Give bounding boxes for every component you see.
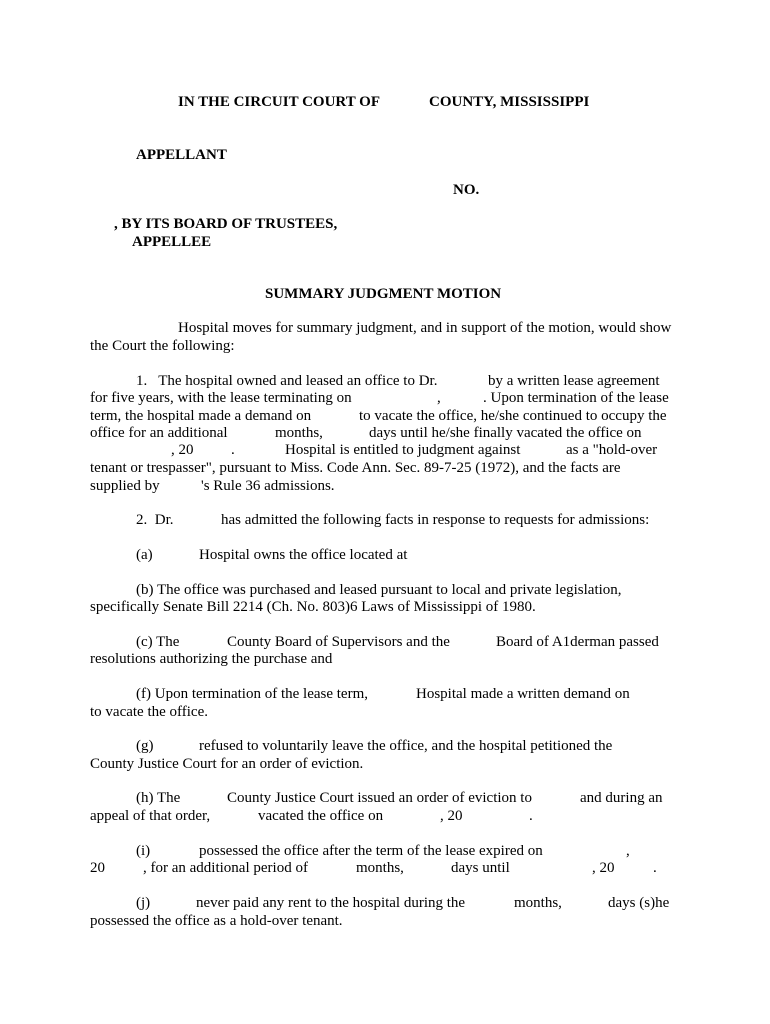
item-f-line-2: to vacate the office. (90, 704, 208, 720)
p1-line-5d: as a "hold-over (566, 442, 658, 458)
p2-line-b: has admitted the following facts in response to requests for admissions: (221, 512, 650, 528)
p1-line-7b: 's Rule 36 admissions. (201, 478, 335, 494)
p1-line-4c: days until he/she finally vacated the office on (369, 425, 642, 441)
item-i-line-1: possessed the office after the term of the lease expired on (199, 843, 543, 859)
p1-line-1a: 1. The hospital owned and leased an office to Dr. (136, 373, 438, 389)
item-i-line-2c: months, (356, 860, 404, 876)
item-a-text: Hospital owns the office located at (199, 547, 408, 563)
item-c-line-1c: Board of A1derman passed (496, 634, 659, 650)
item-g-line-2: County Justice Court for an order of eviction. (90, 756, 364, 772)
p1-line-5b: . (231, 442, 235, 458)
item-j-label: (j) (136, 895, 151, 911)
p2-line-a: 2. Dr. (136, 512, 174, 528)
item-i-line-2e: , 20 (592, 860, 615, 876)
item-c-line-1a: (c) The (136, 634, 180, 650)
item-c-line-1b: County Board of Supervisors and the (227, 634, 450, 650)
item-h-line-2d: . (529, 808, 533, 824)
appellee-label: APPELLEE (132, 234, 212, 250)
case-number-label: NO. (453, 182, 480, 198)
item-j-line-1b: months, (514, 895, 562, 911)
item-h-line-2b: vacated the office on (258, 808, 384, 824)
p1-line-4b: months, (275, 425, 323, 441)
p1-line-2b: , (437, 390, 441, 406)
appellant-label: APPELLANT (136, 147, 227, 163)
intro-line-1: Hospital moves for summary judgment, and in support of the motion, would show (178, 320, 672, 336)
p1-line-5a: , 20 (171, 442, 194, 458)
p1-line-4a: office for an additional (90, 425, 228, 441)
item-c-line-2: resolutions authorizing the purchase and (90, 651, 333, 667)
item-i-label: (i) (136, 843, 151, 859)
p1-line-2c: . Upon termination of the lease (483, 390, 669, 406)
item-j-line-2: possessed the office as a hold-over tenant. (90, 913, 343, 929)
item-b-line-1: (b) The office was purchased and leased pursuant to local and private legislation, (136, 582, 622, 598)
item-g-line-1: refused to voluntarily leave the office, and the hospital petitioned the (199, 738, 613, 754)
item-i-line-2b: , for an additional period of (143, 860, 308, 876)
item-h-line-2a: appeal of that order, (90, 808, 211, 824)
item-h-line-2c: , 20 (440, 808, 463, 824)
p1-line-5c: Hospital is entitled to judgment against (285, 442, 521, 458)
item-i-line-2d: days until (451, 860, 510, 876)
item-h-line-1b: County Justice Court issued an order of eviction to (227, 790, 532, 806)
item-a-label: (a) (136, 547, 153, 563)
p1-line-6: tenant or trespasser", pursuant to Miss. Code Ann. Sec. 89-7-25 (1972), and the facts are (90, 460, 621, 476)
item-i-line-2f: . (653, 860, 657, 876)
item-b-line-2: specifically Senate Bill 2214 (Ch. No. 803)6 Laws of Mississippi of 1980. (90, 599, 536, 615)
item-i-line-2a: 20 (90, 860, 105, 876)
item-i-line-1-comma: , (626, 843, 630, 859)
item-h-line-1a: (h) The (136, 790, 181, 806)
item-f-line-1a: (f) Upon termination of the lease term, (136, 686, 369, 702)
court-prefix: IN THE CIRCUIT COURT OF (178, 94, 381, 110)
item-j-line-1a: never paid any rent to the hospital during the (196, 895, 466, 911)
board-of-trustees-label: , BY ITS BOARD OF TRUSTEES, (114, 216, 338, 232)
document-title: SUMMARY JUDGMENT MOTION (265, 286, 502, 302)
intro-line-2: the Court the following: (90, 338, 235, 354)
p1-line-3a: term, the hospital made a demand on (90, 408, 312, 424)
court-suffix: COUNTY, MISSISSIPPI (429, 94, 590, 110)
item-j-line-1c: days (s)he (608, 895, 670, 911)
item-f-line-1b: Hospital made a written demand on (416, 686, 630, 702)
p1-line-3b: to vacate the office, he/she continued to occupy the (359, 408, 667, 424)
item-h-line-1c: and during an (580, 790, 663, 806)
p1-line-1b: by a written lease agreement (488, 373, 660, 389)
p1-line-2a: for five years, with the lease terminating on (90, 390, 352, 406)
p1-line-7a: supplied by (90, 478, 160, 494)
item-g-label: (g) (136, 738, 154, 754)
